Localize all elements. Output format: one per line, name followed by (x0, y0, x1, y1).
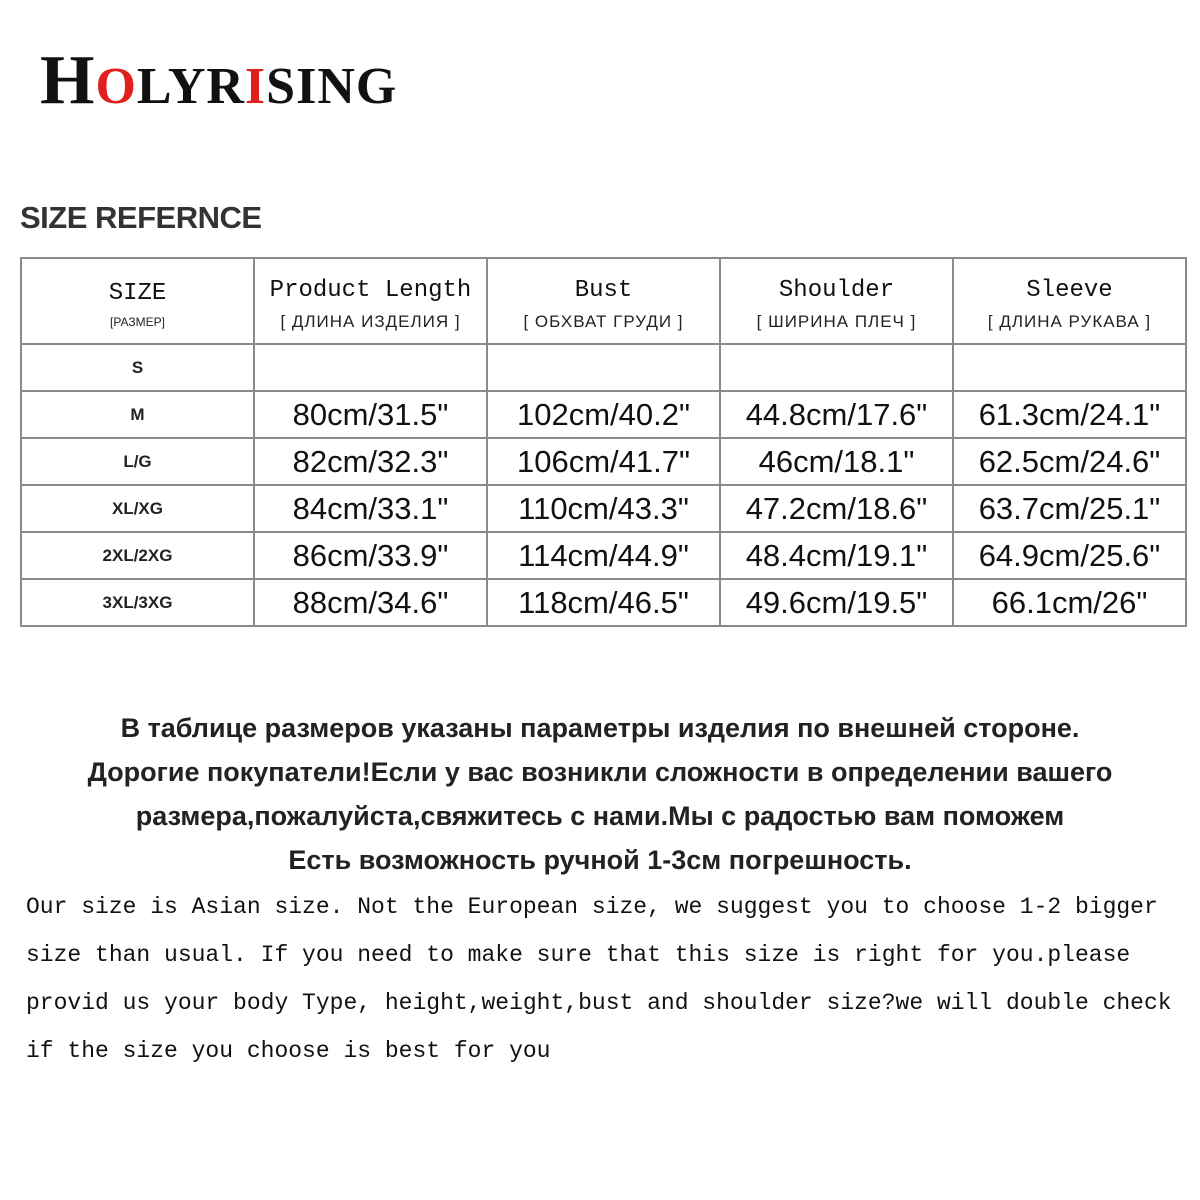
size-cell: L/G (21, 438, 254, 485)
english-note-line: provid us your body Type, height,weight,bust and shoulder size?we will double check (26, 990, 1172, 1016)
header-size (21, 258, 254, 344)
size-table (20, 257, 1187, 627)
header-label-ru: [ ШИРИНА ПЛЕЧ ] (756, 311, 917, 331)
russian-note-line: Дорогие покупатели!Если у вас возникли сложности в определении вашего (87, 757, 1113, 787)
size-cell: S (21, 344, 254, 391)
english-note-line: if the size you choose is best for you (26, 1038, 551, 1064)
bust-cell (487, 344, 720, 391)
sleeve-cell: 62.5cm/24.6" (953, 438, 1186, 485)
product-length-cell: 84cm/33.1" (254, 485, 487, 532)
header-product-length (254, 258, 487, 344)
header-label-ru: [ ОБХВАТ ГРУДИ ] (523, 311, 684, 331)
bust-cell: 118cm/46.5" (487, 579, 720, 626)
russian-note-line: В таблице размеров указаны параметры изделия по внешней стороне. (120, 713, 1080, 743)
table-row-s (21, 344, 1186, 391)
header-label: Sleeve (1026, 276, 1113, 304)
table-row-m (21, 391, 1186, 438)
russian-note-line: размера,пожалуйста,свяжитесь с нами.Мы с радостью вам поможем (135, 801, 1065, 831)
shoulder-cell (720, 344, 953, 391)
product-length-cell: 80cm/31.5" (254, 391, 487, 438)
size-cell: M (21, 391, 254, 438)
russian-note (0, 706, 1200, 882)
english-note (26, 883, 1186, 1075)
product-length-cell: 82cm/32.3" (254, 438, 487, 485)
size-cell: 2XL/2XG (21, 532, 254, 579)
size-cell: XL/XG (21, 485, 254, 532)
size-cell: 3XL/3XG (21, 579, 254, 626)
table-row-2xl (21, 532, 1186, 579)
bust-cell: 110cm/43.3" (487, 485, 720, 532)
section-title: SIZE REFERNCE (20, 200, 262, 235)
logo-letter-o: O (95, 58, 137, 115)
shoulder-cell: 48.4cm/19.1" (720, 532, 953, 579)
header-label-ru: [ ДЛИНА ИЗДЕЛИЯ ] (280, 311, 461, 331)
table-header-row (21, 258, 1186, 344)
bust-cell: 114cm/44.9" (487, 532, 720, 579)
table-row-3xl (21, 579, 1186, 626)
sleeve-cell: 61.3cm/24.1" (953, 391, 1186, 438)
sleeve-cell: 64.9cm/25.6" (953, 532, 1186, 579)
sleeve-cell (953, 344, 1186, 391)
table-row-lg (21, 438, 1186, 485)
header-label: Bust (574, 276, 633, 304)
logo-letters-lyr: LYR (136, 58, 245, 115)
logo-letter-h: H (40, 42, 96, 119)
english-note-line: size than usual. If you need to make sure that this size is right for you.please (26, 942, 1131, 968)
header-label: Product Length (269, 276, 472, 304)
sleeve-cell: 66.1cm/26" (953, 579, 1186, 626)
header-label-ru: [ ДЛИНА РУКАВА ] (987, 311, 1152, 331)
shoulder-cell: 46cm/18.1" (720, 438, 953, 485)
header-sleeve (953, 258, 1186, 344)
bust-cell: 106cm/41.7" (487, 438, 720, 485)
product-length-cell: 88cm/34.6" (254, 579, 487, 626)
brand-logo (40, 42, 398, 119)
header-label-ru: [РАЗМЕР] (110, 314, 165, 329)
russian-note-line: Есть возможность ручной 1-3см погрешность. (288, 845, 912, 875)
header-label: Shoulder (778, 276, 895, 304)
bust-cell: 102cm/40.2" (487, 391, 720, 438)
sleeve-cell: 63.7cm/25.1" (953, 485, 1186, 532)
shoulder-cell: 47.2cm/18.6" (720, 485, 953, 532)
shoulder-cell: 49.6cm/19.5" (720, 579, 953, 626)
english-note-line: Our size is Asian size. Not the European size, we suggest you to choose 1-2 bigger (26, 894, 1158, 920)
header-label: SIZE (108, 279, 167, 307)
table-row-xl (21, 485, 1186, 532)
product-length-cell (254, 344, 487, 391)
product-length-cell: 86cm/33.9" (254, 532, 487, 579)
header-shoulder (720, 258, 953, 344)
logo-letter-i: I (244, 58, 267, 115)
shoulder-cell: 44.8cm/17.6" (720, 391, 953, 438)
logo-letters-sing: SING (266, 58, 398, 115)
header-bust (487, 258, 720, 344)
